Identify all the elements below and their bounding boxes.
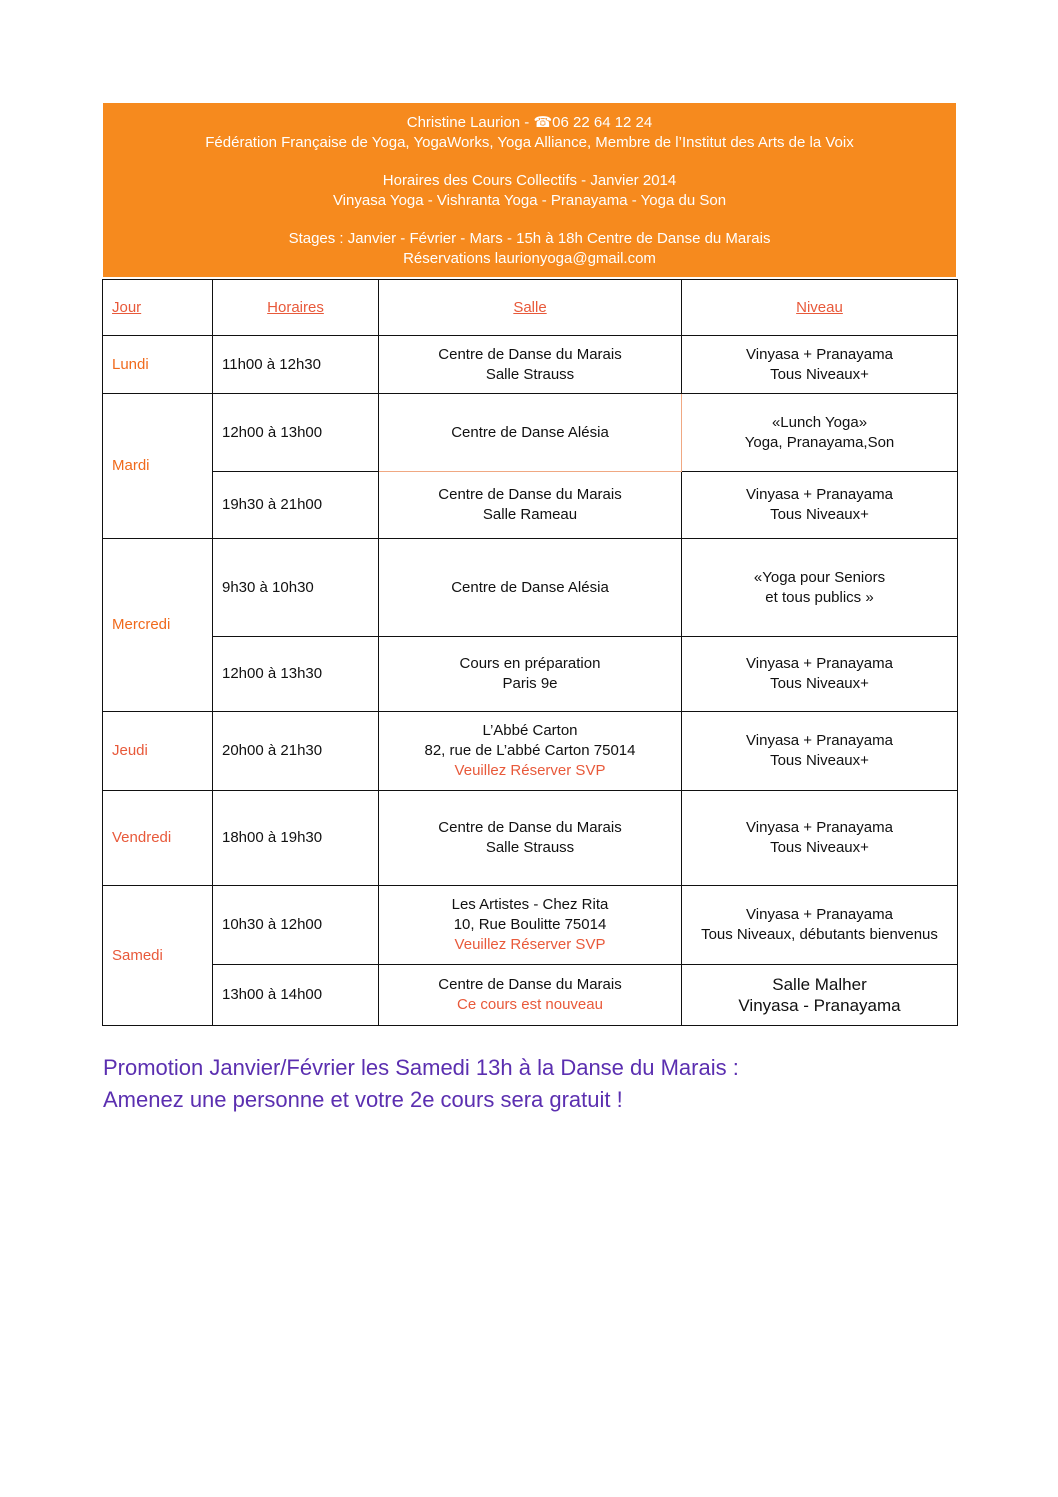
table-row (103, 336, 958, 394)
niveau-line: Vinyasa + Pranayama (746, 732, 893, 749)
salle-line: Cours en préparation (459, 655, 601, 672)
column-header-salle: Salle (379, 280, 682, 336)
table-row (103, 791, 958, 886)
new-course-note: Ce cours est nouveau (457, 996, 603, 1013)
promotion-line-2: Amenez une personne et votre 2e cours sera gratuit ! (103, 1087, 623, 1112)
promotion-text (103, 1052, 739, 1116)
promotion-line-1: Promotion Janvier/Février les Samedi 13h à la Danse du Marais : (103, 1055, 739, 1080)
table-row (103, 637, 958, 712)
yoga-styles: Vinyasa Yoga - Vishranta Yoga - Pranayama - Yoga du Son (332, 191, 727, 209)
salle-cell (379, 637, 682, 712)
niveau-line: Vinyasa + Pranayama (746, 655, 893, 672)
niveau-line: Tous Niveaux+ (770, 752, 869, 769)
niveau-cell (682, 712, 958, 791)
table-row (103, 886, 958, 965)
niveau-cell (682, 336, 958, 394)
salle-line: Centre de Danse du Marais (438, 345, 622, 363)
salle-cell (379, 886, 682, 965)
niveau-line: Vinyasa + Pranayama (746, 486, 893, 503)
salle-line: Centre de Danse du Marais (438, 486, 622, 503)
salle-line: Centre de Danse du Marais (438, 819, 622, 836)
niveau-line: et tous publics » (765, 588, 874, 606)
niveau-line: Vinyasa + Pranayama (746, 819, 893, 836)
salle-cell (379, 539, 682, 637)
salle-line: Salle Strauss (485, 365, 575, 383)
time-cell: 18h00 à 19h30 (213, 791, 379, 886)
niveau-cell (682, 886, 958, 965)
table-header-row (103, 280, 958, 336)
salle-cell (379, 791, 682, 886)
niveau-line: Tous Niveaux+ (770, 365, 869, 383)
salle-line: Centre de Danse Alésia (451, 578, 609, 596)
schedule-table (102, 279, 958, 1026)
salle-line: 82, rue de L’abbé Carton 75014 (424, 742, 636, 759)
niveau-line: Salle Malher (772, 975, 867, 994)
reservation-note: Veuillez Réserver SVP (454, 762, 606, 779)
niveau-line: «Lunch Yoga» (771, 413, 868, 431)
salle-cell (379, 472, 682, 539)
time-cell: 12h00 à 13h30 (213, 637, 379, 712)
niveau-line: Tous Niveaux+ (770, 839, 869, 856)
niveau-cell (682, 637, 958, 712)
salle-cell (379, 712, 682, 791)
salle-cell (379, 965, 682, 1026)
niveau-cell (682, 539, 958, 637)
reservation-note: Veuillez Réserver SVP (454, 936, 606, 953)
table-row (103, 394, 958, 472)
salle-line: Centre de Danse Alésia (451, 423, 609, 441)
column-header-jour: Jour (103, 280, 213, 336)
affiliations: Fédération Française de Yoga, YogaWorks, Yoga Alliance, Membre de l’Institut des Arts de la Voix (205, 133, 854, 151)
day-cell: Jeudi (103, 712, 213, 791)
niveau-line: Tous Niveaux+ (770, 675, 869, 692)
salle-line: L’Abbé Carton (482, 722, 578, 739)
niveau-cell (682, 965, 958, 1026)
salle-line: Paris 9e (502, 675, 558, 692)
column-header-horaires: Horaires (213, 280, 379, 336)
day-cell: Lundi (103, 336, 213, 394)
salle-cell (379, 394, 682, 472)
time-cell: 9h30 à 10h30 (213, 539, 379, 637)
time-cell: 20h00 à 21h30 (213, 712, 379, 791)
day-cell: Mardi (103, 394, 213, 539)
salle-line: 10, Rue Boulitte 75014 (453, 916, 607, 933)
column-header-niveau: Niveau (682, 280, 958, 336)
table-row (103, 472, 958, 539)
time-cell: 13h00 à 14h00 (213, 965, 379, 1026)
salle-line: Salle Strauss (485, 839, 575, 856)
niveau-cell (682, 472, 958, 539)
reservations-info: Réservations laurionyoga@gmail.com (403, 249, 656, 267)
niveau-line: Yoga, Pranayama,Son (744, 433, 895, 451)
salle-line: Salle Rameau (482, 506, 578, 523)
niveau-line: «Yoga pour Seniors (753, 568, 886, 586)
header-banner (103, 103, 956, 277)
time-cell: 12h00 à 13h00 (213, 394, 379, 472)
schedule-title: Horaires des Cours Collectifs - Janvier 2014 (382, 172, 677, 189)
table-row (103, 712, 958, 791)
niveau-line: Tous Niveaux, débutants bienvenus (701, 926, 938, 943)
time-cell: 11h00 à 12h30 (213, 336, 379, 394)
salle-line: Les Artistes - Chez Rita (451, 896, 609, 913)
salle-line: Centre de Danse du Marais (438, 976, 622, 993)
day-cell: Mercredi (103, 539, 213, 712)
day-cell: Vendredi (103, 791, 213, 886)
contact-line: Christine Laurion - ☎06 22 64 12 24 (406, 114, 653, 131)
niveau-line: Tous Niveaux+ (770, 506, 869, 523)
niveau-line: Vinyasa + Pranayama (746, 345, 893, 363)
table-row (103, 539, 958, 637)
niveau-line: Vinyasa - Pranayama (738, 996, 901, 1015)
table-row (103, 965, 958, 1026)
day-cell: Samedi (103, 886, 213, 1026)
stages-info: Stages : Janvier - Février - Mars - 15h à 18h Centre de Danse du Marais (288, 230, 771, 247)
time-cell: 19h30 à 21h00 (213, 472, 379, 539)
niveau-line: Vinyasa + Pranayama (746, 906, 893, 923)
time-cell: 10h30 à 12h00 (213, 886, 379, 965)
niveau-cell (682, 394, 958, 472)
salle-cell (379, 336, 682, 394)
niveau-cell (682, 791, 958, 886)
